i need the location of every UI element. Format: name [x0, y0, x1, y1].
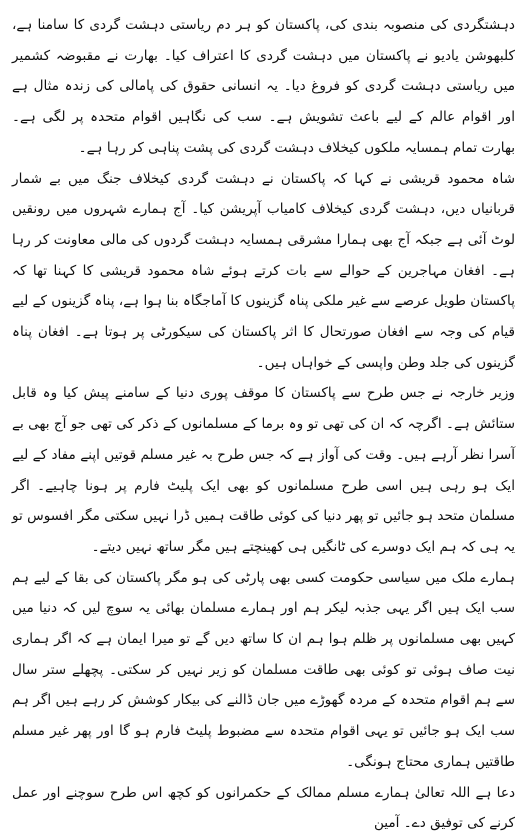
paragraph-closing-prayer: دعا ہے اللہ تعالیٰ ہمارے مسلم ممالک کے حکمرانوں کو کچھ اس طرح سوچنے اور عمل کرنے کی توفیق دے۔ آمین: [12, 784, 515, 832]
paragraph-muslim-unity: ہمارے ملک میں سیاسی حکومت کسی بھی پارٹی کی ہو مگر پاکستان کی بقا کے لیے ہم سب ایک ہیں اگر یہی جذبہ لیکر ہم اور ہمارے مسلمان بھائی یہ سوچ لیں کہ دنیا میں کہیں بھی مسلمانوں پر ظلم ہوا ہم ان کا ساتھ دیں گے تو میرا ایمان ہے کہ اگر ہماری نیت صاف ہوئی تو کوئی بھی طاقت مسلمان کو زیر نہیں کر سکتی۔ پچھلے ستر سال سے ہم اقوام متحدہ کے مردہ گھوڑے میں جان ڈالنے کی بیکار کوشش کر رہے ہیں اگر ہم سب ایک ہو جائیں تو یہی اقوام متحدہ سے مضبوط پلیٹ فارم ہو گا اور پھر غیر مسلم طاقتیں ہماری محتاج ہونگی۔: [12, 569, 515, 770]
paragraph-terrorism-india: دہشتگردی کی منصوبہ بندی کی، پاکستان کو ہر دم ریاستی دہشت گردی کا سامنا ہے، کلبھوشن یادیو نے پاکستان میں دہشت گردی کا اعتراف کیا۔ بھارت نے مقبوضہ کشمیر میں ریاستی دہشت گردی کو فروغ دیا۔ یہ انسانی حقوق کی پامالی کی زندہ مثال ہے اور اقوام عالم کے لیے باعث تشویش ہے۔ سب کی نگاہیں اقوام متحدہ پر لگی ہے۔ بھارت تمام ہمسایہ ملکوں کیخلاف دہشت گردی کی پشت پناہی کر رہا ہے۔: [12, 17, 515, 156]
paragraph-foreign-minister: وزیر خارجہ نے جس طرح سے پاکستان کا موقف پوری دنیا کے سامنے پیش کیا وہ قابل ستائش ہے۔ اگرچہ کہ ان کی تھی تو وہ برما کے مسلمانوں کے ذکر کی تھی جو آج بھی بے آسرا نظر آرہے ہیں۔ وقت کی آواز ہے کہ جس طرح بہ غیر مسلم قوتیں اپنے مفاد کے لیے ایک ہو رہی ہیں اسی طرح مسلمانوں کو بھی ایک پلیٹ فارم پر ہونا چاہیے۔ اگر مسلمان متحد ہو جائیں تو پھر دنیا کی کوئی طاقت ہمیں ڈرا نہیں سکتی مگر افسوس تو یہ ہی کہ ہم ایک دوسرے کی ٹانگیں ہی کھینچتے ہیں مگر ساتھ نہیں دیتے۔: [12, 385, 515, 555]
paragraph-qureshi-remarks: شاہ محمود قریشی نے کہا کہ پاکستان نے دہشت گردی کیخلاف جنگ میں بے شمار قربانیاں دیں، دہشت گردی کیخلاف کامیاب آپریشن کیا۔ آج ہمارے شہروں میں رونقیں لوٹ آئی ہے جبکہ آج بھی ہمارا مشرقی ہمسایہ دہشت گردوں کی مالی معاونت کر رہا ہے۔ افغان مہاجرین کے حوالے سے بات کرتے ہوئے شاہ محمود قریشی کا کہنا تھا کہ پاکستان طویل عرصے سے غیر ملکی پناہ گزینوں کا آماجگاہ بنا ہوا ہے، پناہ گزینوں کے لیے قیام کی وجہ سے افغان صورتحال کا اثر پاکستان کی سیکورٹی پر ہوتا ہے۔ افغان پناہ گزینوں کی جلد وطن واپسی کے خواہاں ہیں۔: [12, 170, 515, 371]
